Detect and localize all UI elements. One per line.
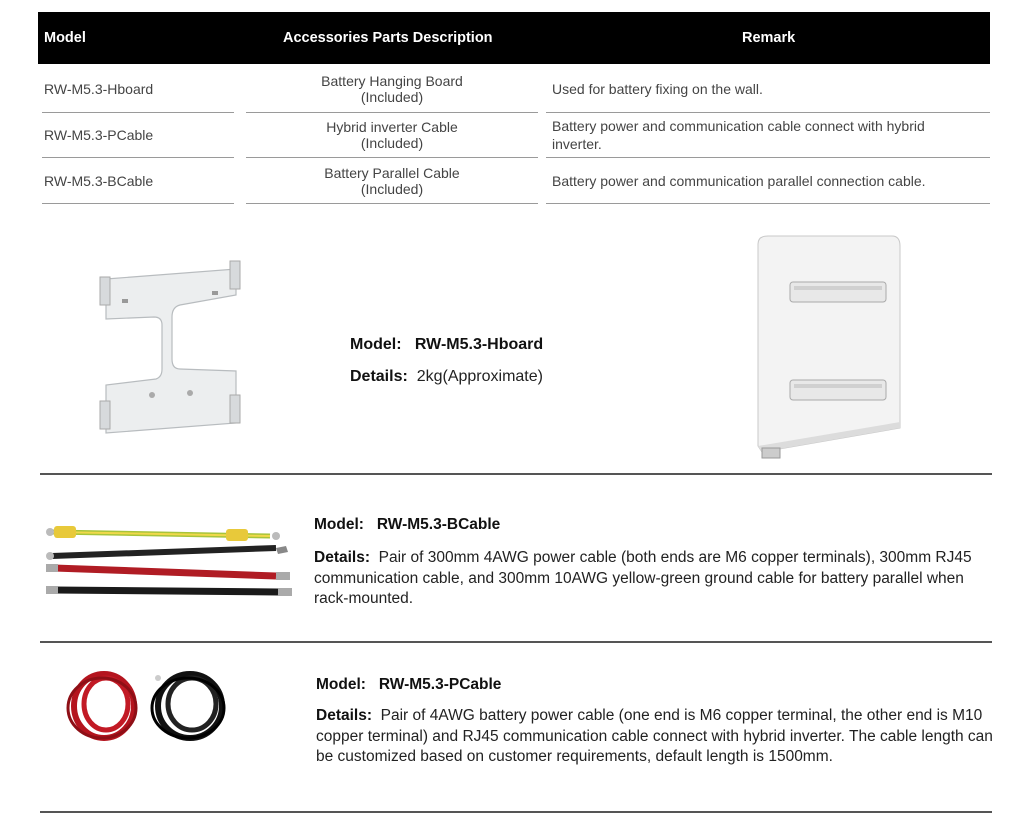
table-cell-remark: Battery power and communication cable connect with hybrid inverter. <box>552 118 925 152</box>
row-divider <box>42 203 234 204</box>
row-divider <box>246 203 538 204</box>
model-value: RW-M5.3-Hboard <box>414 336 544 353</box>
pcable-model-line <box>316 675 501 696</box>
inverter-cable-image <box>62 666 248 746</box>
details-label: Details: <box>316 707 372 724</box>
table-cell-model: RW-M5.3-BCable <box>44 172 154 189</box>
description-line: Battery Parallel Cable <box>324 164 460 181</box>
description-line: Battery Hanging Board <box>321 73 463 89</box>
hanging-board-image <box>96 255 244 437</box>
battery-module-image <box>748 232 908 464</box>
description-note: (Included) <box>360 180 424 197</box>
parallel-cable-image <box>40 522 294 604</box>
details-text: Pair of 4AWG battery power cable (one end is M6 copper terminal, the other end is M10 copper terminal) and RJ45 communication cable connect with hybrid inverter. The cable length can be customized based on customer requirements, default length is 1500mm. <box>316 707 993 765</box>
header-model: Model <box>44 30 86 46</box>
table-cell-remark: Battery power and communication parallel connection cable. <box>552 172 926 189</box>
details-text: Pair of 300mm 4AWG power cable (both ends are M6 copper terminals), 300mm RJ45 communication cable, and 300mm 10AWG yellow-green ground cable for battery parallel when rack-mounted. <box>314 549 972 607</box>
header-remark: Remark <box>742 30 796 46</box>
model-label: Model: <box>316 676 366 693</box>
description-line: Hybrid inverter Cable <box>326 119 458 135</box>
table-cell-remark: Used for battery fixing on the wall. <box>552 81 763 97</box>
model-label: Model: <box>350 336 402 353</box>
table-cell-model: RW-M5.3-Hboard <box>44 81 154 97</box>
pcable-details <box>316 706 996 768</box>
table-cell-description <box>246 113 538 157</box>
section-divider <box>40 811 992 813</box>
header-description: Accessories Parts Description <box>283 30 493 46</box>
model-value: RW-M5.3-BCable <box>376 516 501 533</box>
model-label: Model: <box>314 516 364 533</box>
bcable-model-line <box>314 515 500 536</box>
table-cell-model: RW-M5.3-PCable <box>44 127 154 143</box>
section-divider <box>40 641 992 643</box>
model-value: RW-M5.3-PCable <box>378 676 502 693</box>
table-cell-description <box>246 66 538 112</box>
details-label: Details: <box>350 368 408 385</box>
hboard-model-line <box>350 334 543 356</box>
section-divider <box>40 473 992 475</box>
description-note: (Included) <box>360 89 424 105</box>
row-divider <box>546 203 990 204</box>
table-header <box>38 12 990 64</box>
details-text: 2kg(Approximate) <box>416 368 543 385</box>
hboard-details <box>350 366 543 388</box>
bcable-details <box>314 548 994 610</box>
details-label: Details: <box>314 549 370 566</box>
description-note: (Included) <box>360 135 424 151</box>
table-cell-description <box>246 158 538 203</box>
